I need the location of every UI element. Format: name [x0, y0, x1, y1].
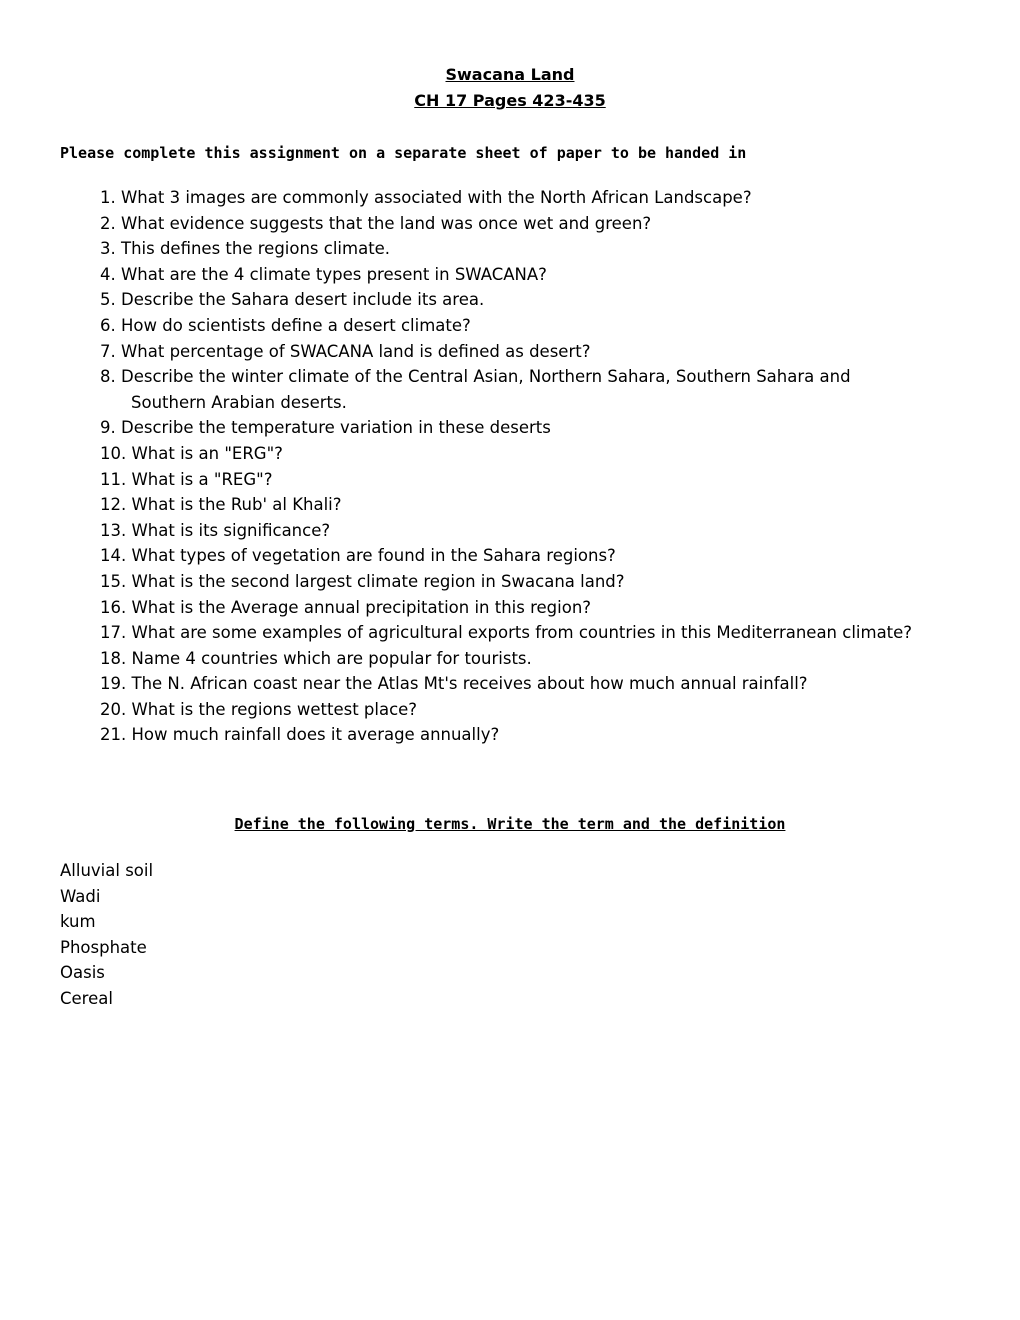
question-item: [100, 364, 912, 415]
question-item: 10. What is an "ERG"?: [100, 443, 283, 463]
page-title: Swacana Land: [445, 65, 575, 84]
question-item: 1. What 3 images are commonly associated with the North African Landscape?: [100, 188, 752, 207]
question-item: 13. What is its significance?: [100, 520, 331, 540]
assignment-instruction: Please complete this assignment on a separate sheet of paper to be handed in: [60, 144, 747, 162]
question-item: 20. What is the regions wettest place?: [100, 699, 418, 719]
term-item: Oasis: [60, 963, 105, 983]
question-item: 3. This defines the regions climate.: [100, 239, 391, 259]
question-item: 19. The N. African coast near the Atlas Mt's receives about how much annual rainfall?: [100, 674, 808, 694]
question-item: 7. What percentage of SWACANA land is defined as desert?: [100, 341, 591, 361]
term-item: kum: [60, 912, 96, 932]
question-item: 4. What are the 4 climate types present in SWACANA?: [100, 264, 547, 284]
question-item: 9. Describe the temperature variation in these deserts: [100, 418, 551, 438]
question-item: 6. How do scientists define a desert climate?: [100, 315, 471, 335]
question-item: 18. Name 4 countries which are popular for tourists.: [100, 648, 532, 668]
term-item: Alluvial soil: [60, 861, 154, 880]
term-item: Wadi: [60, 886, 101, 906]
question-item: 12. What is the Rub' al Khali?: [100, 495, 342, 515]
question-item: 5. Describe the Sahara desert include its area.: [100, 290, 485, 310]
question-item: 14. What types of vegetation are found in the Sahara regions?: [100, 546, 616, 566]
question-item: 2. What evidence suggests that the land was once wet and green?: [100, 213, 652, 233]
question-text: 8. Describe the winter climate of the Central Asian, Northern Sahara, Southern Sahara and: [100, 367, 851, 387]
question-item: 16. What is the Average annual precipitation in this region?: [100, 597, 592, 617]
question-continuation: Southern Arabian deserts.: [131, 392, 347, 412]
question-item: 15. What is the second largest climate region in Swacana land?: [100, 571, 625, 591]
question-list: [100, 185, 912, 748]
terms-list: [60, 858, 153, 1012]
question-item: 17. What are some examples of agricultural exports from countries in this Mediterranean climate?: [100, 623, 913, 643]
page-subtitle: CH 17 Pages 423-435: [414, 91, 606, 110]
question-item: 11. What is a "REG"?: [100, 469, 273, 489]
term-item: Phosphate: [60, 937, 147, 957]
define-terms-heading: Define the following terms. Write the term and the definition: [234, 815, 786, 833]
term-item: Cereal: [60, 988, 113, 1008]
question-item: 21. How much rainfall does it average annually?: [100, 725, 500, 745]
